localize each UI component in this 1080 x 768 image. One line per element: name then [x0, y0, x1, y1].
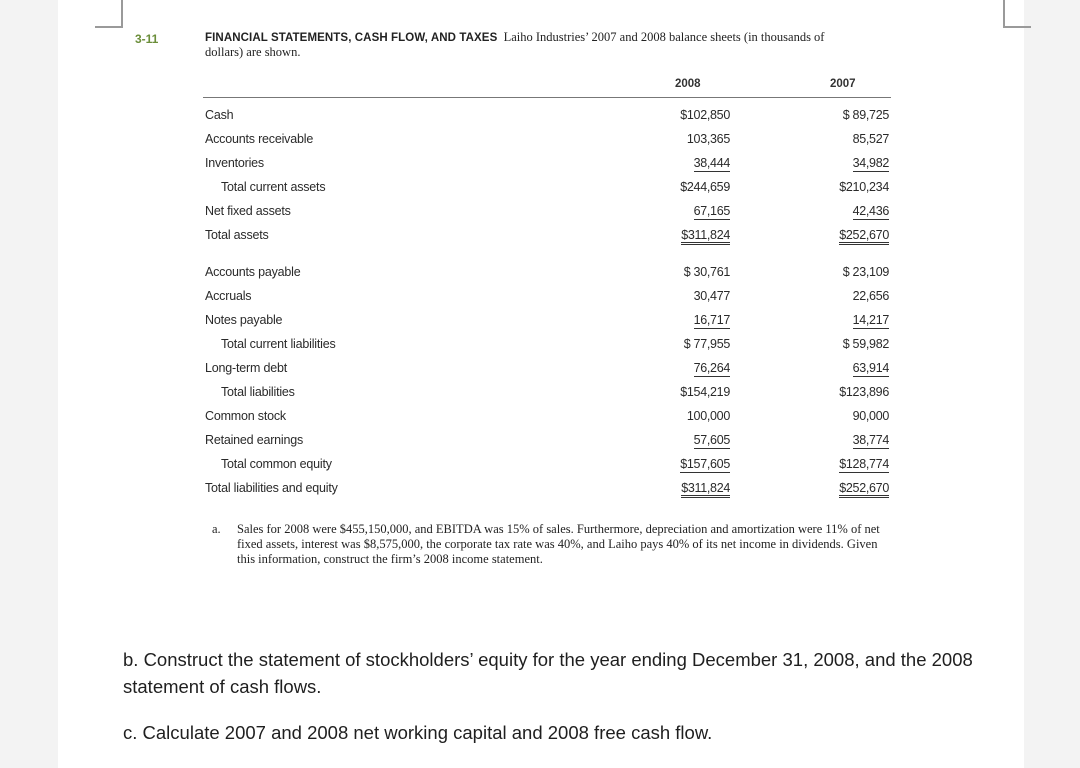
- value-2008: $ 30,761: [683, 265, 730, 279]
- row-label: Total assets: [205, 228, 269, 242]
- table-row-total-current-assets: [203, 178, 893, 198]
- table-row-total-assets: [203, 226, 893, 246]
- row-label: Total common equity: [221, 457, 332, 471]
- value-2007: $128,774: [839, 457, 889, 471]
- value-2008: $157,605: [680, 457, 730, 471]
- value-2007: 42,436: [852, 204, 889, 218]
- value-2008: 38,444: [693, 156, 730, 170]
- value-2007: $123,896: [839, 385, 889, 399]
- table-row-net-fixed-assets: [203, 202, 893, 222]
- row-label: Notes payable: [205, 313, 283, 327]
- row-label: Total liabilities and equity: [205, 481, 338, 495]
- table-row-common-stock: [203, 407, 893, 427]
- table-row-cash: [203, 106, 893, 126]
- part-a-text: Sales for 2008 were $455,150,000, and EBITDA was 15% of sales. Furthermore, depreciation and amortization were 11% of net fixed assets, interest was $8,575,000, the corporate tax rate was 40%, and Laiho pays 40% of its net income in dividends. Given this information, construct the firm’s 2008 income statement.: [237, 522, 880, 566]
- value-2008: 30,477: [693, 289, 730, 303]
- table-row-total-current-liabilities: [203, 335, 893, 355]
- table-row-accruals: [203, 287, 893, 307]
- column-header-2007: 2007: [830, 78, 856, 90]
- value-2008: 76,264: [693, 361, 730, 375]
- table-row-notes-payable: [203, 311, 893, 331]
- table-row-accounts-payable: [203, 263, 893, 283]
- table-header-rule: [203, 97, 891, 98]
- value-2007: 34,982: [852, 156, 889, 170]
- row-label: Inventories: [205, 156, 264, 170]
- value-2008: $244,659: [680, 180, 730, 194]
- value-2008: 67,165: [693, 204, 730, 218]
- row-label: Accounts receivable: [205, 132, 314, 146]
- row-label: Long-term debt: [205, 361, 287, 375]
- value-2008: 103,365: [686, 132, 730, 146]
- value-2007: $210,234: [839, 180, 889, 194]
- value-2007: $252,670: [839, 481, 889, 498]
- table-row-total-liabilities-and-equity: [203, 479, 893, 499]
- value-2007: $252,670: [839, 228, 889, 245]
- row-label: Retained earnings: [205, 433, 304, 447]
- value-2007: 22,656: [852, 289, 889, 303]
- table-row-retained-earnings: [203, 431, 893, 451]
- table-row-total-liabilities: [203, 383, 893, 403]
- problem-heading: [205, 30, 865, 59]
- row-label: Accounts payable: [205, 265, 301, 279]
- row-label: Common stock: [205, 409, 286, 423]
- table-row-inventories: [203, 154, 893, 174]
- value-2008: $311,824: [681, 228, 730, 245]
- crop-mark-left: [95, 0, 123, 28]
- part-a-letter: a.: [212, 522, 221, 536]
- value-2008: 57,605: [693, 433, 730, 447]
- row-label: Net fixed assets: [205, 204, 291, 218]
- question-part-c: c. Calculate 2007 and 2008 net working capital and 2008 free cash flow.: [123, 722, 713, 743]
- row-label: Total liabilities: [221, 385, 295, 399]
- row-label: Total current liabilities: [221, 337, 336, 351]
- value-2007: 38,774: [852, 433, 889, 447]
- crop-mark-right: [1003, 0, 1031, 28]
- problem-number: 3-11: [135, 32, 159, 46]
- question-part-a: [212, 522, 892, 567]
- value-2007: $ 23,109: [842, 265, 889, 279]
- value-2008: $154,219: [680, 385, 730, 399]
- row-label: Accruals: [205, 289, 252, 303]
- value-2007: 63,914: [852, 361, 889, 375]
- value-2007: $ 89,725: [842, 108, 889, 122]
- value-2008: $ 77,955: [683, 337, 730, 351]
- row-label: Total current assets: [221, 180, 326, 194]
- row-label: Cash: [205, 108, 234, 122]
- table-row-accounts-receivable: [203, 130, 893, 150]
- table-row-long-term-debt: [203, 359, 893, 379]
- value-2007: 85,527: [852, 132, 889, 146]
- problem-title: FINANCIAL STATEMENTS, CASH FLOW, AND TAXES: [205, 32, 498, 44]
- value-2008: $311,824: [681, 481, 730, 498]
- value-2007: 14,217: [852, 313, 889, 327]
- value-2008: $102,850: [680, 108, 730, 122]
- value-2007: 90,000: [852, 409, 889, 423]
- question-part-b: b. Construct the statement of stockholders’ equity for the year ending December 31, 2008, and the 2008 statement of cash flows.: [123, 649, 973, 697]
- value-2008: 100,000: [686, 409, 730, 423]
- value-2008: 16,717: [693, 313, 730, 327]
- value-2007: $ 59,982: [842, 337, 889, 351]
- table-row-total-common-equity: [203, 455, 893, 475]
- problem-intro: Laiho Industries’ 2007 and 2008 balance sheets (in thousands of dollars) are shown.: [205, 30, 825, 59]
- column-header-2008: 2008: [675, 78, 701, 90]
